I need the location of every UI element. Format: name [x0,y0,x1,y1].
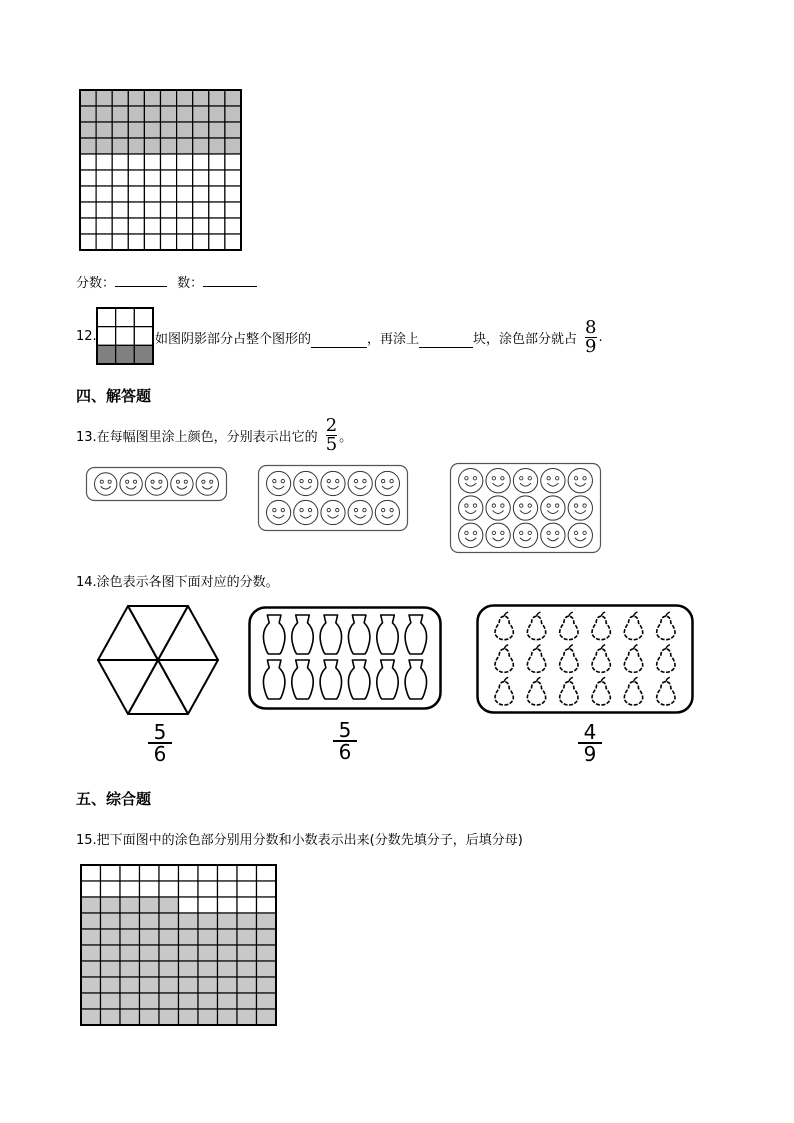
q15-grid-cell [81,961,101,977]
q12-grid-cell [97,327,116,346]
fraction-blank[interactable] [115,274,167,287]
top-grid-cell [80,170,96,186]
smiley-face-icon[interactable] [321,500,345,524]
smiley-face-icon[interactable] [486,469,510,493]
q12-fraction [583,316,598,357]
q15-grid-cell [81,881,101,897]
q15-grid-cell [120,913,140,929]
top-grid-cell [193,234,209,250]
smiley-face-icon[interactable] [541,469,565,493]
q15-grid-cell [179,881,199,897]
q15-grid-cell [101,865,121,881]
top-grid-cell [144,218,160,234]
top-grid-cell [209,170,225,186]
q15-grid-cell [257,1009,277,1025]
q15-grid-cell [140,897,160,913]
q15-grid-cell [159,961,179,977]
q13-text-end: 。 [339,429,353,445]
top-grid-cell [225,138,241,154]
q15-grid-cell [81,977,101,993]
q15-grid-cell [198,1009,218,1025]
top-grid-cell [225,122,241,138]
smiley-face-icon[interactable] [541,496,565,520]
top-grid-cell [225,202,241,218]
q15-grid-cell [159,1009,179,1025]
top-grid-cell [96,106,112,122]
top-grid-cell [177,106,193,122]
q15-grid-cell [120,1009,140,1025]
decimal-label: 数： [177,276,204,291]
top-grid-cell [144,122,160,138]
top-grid-cell [96,122,112,138]
q15-grid-cell [237,945,257,961]
q15-grid-cell [101,977,121,993]
top-grid-cell [193,90,209,106]
top-grid-cell [225,154,241,170]
top-grid-cell [112,154,128,170]
top-grid-cell [209,234,225,250]
q15-grid-cell [218,1009,238,1025]
top-grid-cell [144,186,160,202]
q15-grid-cell [101,1009,121,1025]
top-grid-cell [161,154,177,170]
q15-grid-cell [257,977,277,993]
q15-grid-cell [159,881,179,897]
smiley-face-icon[interactable] [459,496,483,520]
section-5-title: 五、综合题 [76,790,152,808]
q15-grid-cell [198,897,218,913]
q12-grid-cell [97,308,116,327]
smiley-face-icon[interactable] [513,496,537,520]
q12-blank-1[interactable] [311,335,367,348]
q15-grid-cell [159,865,179,881]
smiley-face-icon[interactable] [513,523,537,547]
q14-fraction-3 [578,722,602,764]
top-grid-cell [193,170,209,186]
top-grid-cell [80,154,96,170]
q14-fraction-1 [148,722,172,764]
q15-grid-cell [218,993,238,1009]
q14-vases[interactable] [248,606,442,710]
top-grid-cell [144,202,160,218]
q15-grid-cell [101,993,121,1009]
smiley-face-icon[interactable] [120,473,142,495]
q12-grid-cell [134,345,153,364]
smiley-face-icon[interactable] [267,500,291,524]
top-grid-cell [177,154,193,170]
q15-grid-cell [218,977,238,993]
answer-line [76,272,257,291]
q15-grid-cell [237,1009,257,1025]
top-grid-cell [112,138,128,154]
top-grid-cell [161,90,177,106]
q15-grid-cell [257,929,277,945]
top-grid-cell [209,154,225,170]
top-grid-cell [144,90,160,106]
smiley-face-icon[interactable] [541,523,565,547]
smiley-face-icon[interactable] [171,473,193,495]
q15-grid-cell [101,929,121,945]
decimal-blank[interactable] [203,274,257,287]
q13-group-1[interactable] [85,466,228,502]
q15-grid-cell [218,881,238,897]
top-grid-cell [193,122,209,138]
smiley-face-icon[interactable] [568,469,592,493]
q15-grid-cell [81,929,101,945]
top-grid-cell [144,234,160,250]
q15-grid-cell [120,993,140,1009]
section-4-title: 四、解答题 [76,387,152,405]
q12-grid-cell [116,345,135,364]
q13-text [76,415,352,455]
smiley-face-icon[interactable] [321,471,345,495]
top-grid-cell [80,186,96,202]
top-grid-cell [144,170,160,186]
q12-grid-cell [134,308,153,327]
q15-grid-cell [120,865,140,881]
q12-grid-cell [116,327,135,346]
top-grid-cell [128,122,144,138]
q15-grid-cell [120,881,140,897]
top-grid-cell [96,202,112,218]
top-grid-cell [112,90,128,106]
q12-blank-2[interactable] [419,335,473,348]
q15-grid-cell [198,961,218,977]
q12-number: 12. [76,329,97,344]
top-grid-cell [128,138,144,154]
q14-fraction-1-num: 5 [153,720,167,744]
top-grid-cell [161,202,177,218]
top-grid-cell [209,218,225,234]
top-grid-cell [193,218,209,234]
q15-grid-cell [179,913,199,929]
top-grid-cell [161,234,177,250]
top-grid-cell [144,154,160,170]
top-grid-cell [80,138,96,154]
q12-text-a: 如图阴影部分占整个图形的 [155,331,312,347]
top-grid-cell [161,186,177,202]
q14-hexagon[interactable] [96,604,220,716]
top-grid-cell [177,90,193,106]
q15-grid-cell [101,881,121,897]
smiley-face-icon[interactable] [145,473,167,495]
q12-grid-cell [97,345,116,364]
smiley-face-icon[interactable] [294,500,318,524]
top-grid-cell [96,186,112,202]
top-grid-cell [209,138,225,154]
top-grid-cell [161,122,177,138]
q15-grid-cell [101,945,121,961]
q15-grid-cell [198,993,218,1009]
q15-grid-cell [257,865,277,881]
q15-grid-cell [198,913,218,929]
top-grid-cell [177,138,193,154]
smiley-face-icon[interactable] [513,469,537,493]
top-grid-cell [161,138,177,154]
q15-grid-cell [237,977,257,993]
q12-text-b: ，再涂上 [367,331,420,347]
smiley-face-icon[interactable] [486,496,510,520]
top-grid-cell [128,202,144,218]
q15-grid-cell [140,865,160,881]
top-grid-cell [112,122,128,138]
q15-grid-cell [120,945,140,961]
q15-grid-cell [81,897,101,913]
top-grid-cell [112,186,128,202]
top-grid-cell [209,90,225,106]
top-grid-cell [177,234,193,250]
top-grid-cell [112,170,128,186]
top-grid-cell [80,106,96,122]
q15-grid-cell [237,881,257,897]
q15-grid-cell [140,993,160,1009]
smiley-face-icon[interactable] [459,523,483,547]
smiley-face-icon[interactable] [348,471,372,495]
fraction-label: 分数： [76,276,116,291]
top-grid-cell [96,170,112,186]
q15-grid-cell [179,1009,199,1025]
top-grid [79,89,242,251]
smiley-face-icon[interactable] [267,471,291,495]
q14-fraction-2-num: 5 [338,718,352,742]
top-grid-cell [225,90,241,106]
q15-grid-cell [159,993,179,1009]
q14-fraction-2 [333,720,357,762]
q15-grid-cell [159,897,179,913]
q15-grid-cell [198,929,218,945]
top-grid-cell [80,234,96,250]
top-grid-cell [128,170,144,186]
q15-grid-cell [120,897,140,913]
q15-grid-cell [120,961,140,977]
q13-group-3[interactable] [449,462,602,554]
smiley-face-icon[interactable] [294,471,318,495]
top-grid-cell [96,90,112,106]
q15-grid-cell [120,929,140,945]
q15-grid-cell [140,881,160,897]
top-grid-cell [96,218,112,234]
q13-fraction [324,414,339,455]
top-grid-cell [80,122,96,138]
top-grid-cell [177,186,193,202]
smiley-face-icon[interactable] [196,473,218,495]
smiley-face-icon[interactable] [95,473,117,495]
top-grid-cell [161,218,177,234]
q15-grid-cell [237,993,257,1009]
q14-fraction-3-num: 4 [583,720,597,744]
q15-grid-cell [198,881,218,897]
smiley-face-icon[interactable] [348,500,372,524]
q14-pears[interactable] [476,604,694,714]
q15-grid-cell [179,977,199,993]
q15-grid-cell [198,865,218,881]
q15-grid-cell [140,945,160,961]
top-grid-cell [193,202,209,218]
q12-text-d: . [598,329,603,345]
top-grid-cell [177,122,193,138]
q15-grid-cell [81,945,101,961]
q15-grid-cell [101,961,121,977]
top-grid-cell [112,234,128,250]
q15-grid-cell [179,929,199,945]
top-grid-cell [96,138,112,154]
top-grid-cell [128,234,144,250]
top-grid-cell [112,218,128,234]
q15-grid-cell [218,865,238,881]
top-grid-cell [193,186,209,202]
q15-grid-cell [81,1009,101,1025]
q15-grid-cell [237,929,257,945]
top-grid-cell [80,218,96,234]
q12-grid-cell [116,308,135,327]
smiley-face-icon[interactable] [486,523,510,547]
q15-grid-cell [257,897,277,913]
top-grid-cell [96,154,112,170]
q15-grid-cell [140,961,160,977]
top-grid-cell [128,154,144,170]
q15-grid-cell [159,977,179,993]
top-grid-cell [144,138,160,154]
top-grid-cell [209,106,225,122]
q12-fraction-den: 9 [585,335,597,357]
q15-grid-cell [218,897,238,913]
q15-grid-cell [198,977,218,993]
top-grid-cell [193,154,209,170]
q14-fraction-1-den: 6 [153,742,167,766]
top-grid-cell [161,170,177,186]
q15-text: 15.把下面图中的涂色部分别用分数和小数表示出来(分数先填分子，后填分母) [76,833,523,848]
top-grid-cell [225,106,241,122]
q15-grid-cell [140,913,160,929]
top-grid-cell [112,202,128,218]
q15-grid-cell [81,865,101,881]
q15-grid-cell [257,961,277,977]
q15-grid-cell [179,961,199,977]
q15-grid-cell [218,945,238,961]
q13-group-2[interactable] [257,464,409,532]
q15-grid-cell [257,913,277,929]
top-grid-cell [128,186,144,202]
q15-grid-cell [120,977,140,993]
q15-grid-cell [237,961,257,977]
q15-grid-cell [140,929,160,945]
smiley-face-icon[interactable] [459,469,483,493]
top-grid-cell [193,106,209,122]
q15-grid-cell [81,913,101,929]
q15-grid-cell [179,865,199,881]
top-grid-cell [177,170,193,186]
q12-grid-cell [134,327,153,346]
top-grid-cell [128,218,144,234]
q14-fraction-3-den: 9 [583,742,597,766]
q15-grid-cell [257,993,277,1009]
top-grid-cell [96,234,112,250]
top-grid-cell [177,218,193,234]
smiley-face-icon[interactable] [375,500,399,524]
q12-text-c: 块，涂色部分就占 [473,331,578,347]
q12-grid [96,307,154,365]
smiley-face-icon[interactable] [375,471,399,495]
q15-grid-cell [218,913,238,929]
q14-text: 14.涂色表示各图下面对应的分数。 [76,575,279,590]
q15-grid-cell [179,993,199,1009]
top-grid-cell [80,90,96,106]
top-grid-cell [209,202,225,218]
smiley-face-icon[interactable] [568,496,592,520]
top-grid-cell [128,106,144,122]
q14-fraction-2-den: 6 [338,740,352,764]
q15-grid-cell [218,929,238,945]
q15-grid-cell [140,1009,160,1025]
top-grid-cell [225,218,241,234]
q15-grid-cell [159,945,179,961]
q15-grid-cell [81,993,101,1009]
q15-grid-cell [257,881,277,897]
q12-fraction-num: 8 [585,316,597,338]
top-grid-cell [144,106,160,122]
q15-grid-cell [257,945,277,961]
q15-grid-cell [237,913,257,929]
q13-text-main: 13.在每幅图里涂上颜色，分别表示出它的 [76,429,318,445]
q15-grid-cell [101,897,121,913]
q15-grid-cell [159,929,179,945]
top-grid-cell [225,234,241,250]
top-grid-cell [128,90,144,106]
q15-grid-cell [218,961,238,977]
q12-text [155,318,603,356]
q15-grid-cell [140,977,160,993]
q15-grid-cell [198,945,218,961]
top-grid-cell [177,202,193,218]
top-grid-cell [193,138,209,154]
q13-fraction-num: 2 [325,414,338,436]
q15-grid-cell [179,945,199,961]
top-grid-cell [112,106,128,122]
q15-grid [80,864,277,1026]
top-grid-cell [225,186,241,202]
top-grid-cell [161,106,177,122]
q15-grid-cell [237,865,257,881]
q15-grid-cell [159,913,179,929]
top-grid-cell [225,170,241,186]
top-grid-cell [209,122,225,138]
q15-grid-cell [101,913,121,929]
top-grid-cell [80,202,96,218]
q13-fraction-den: 5 [325,433,338,455]
q15-grid-cell [179,897,199,913]
q15-grid-cell [237,897,257,913]
top-grid-cell [209,186,225,202]
smiley-face-icon[interactable] [568,523,592,547]
